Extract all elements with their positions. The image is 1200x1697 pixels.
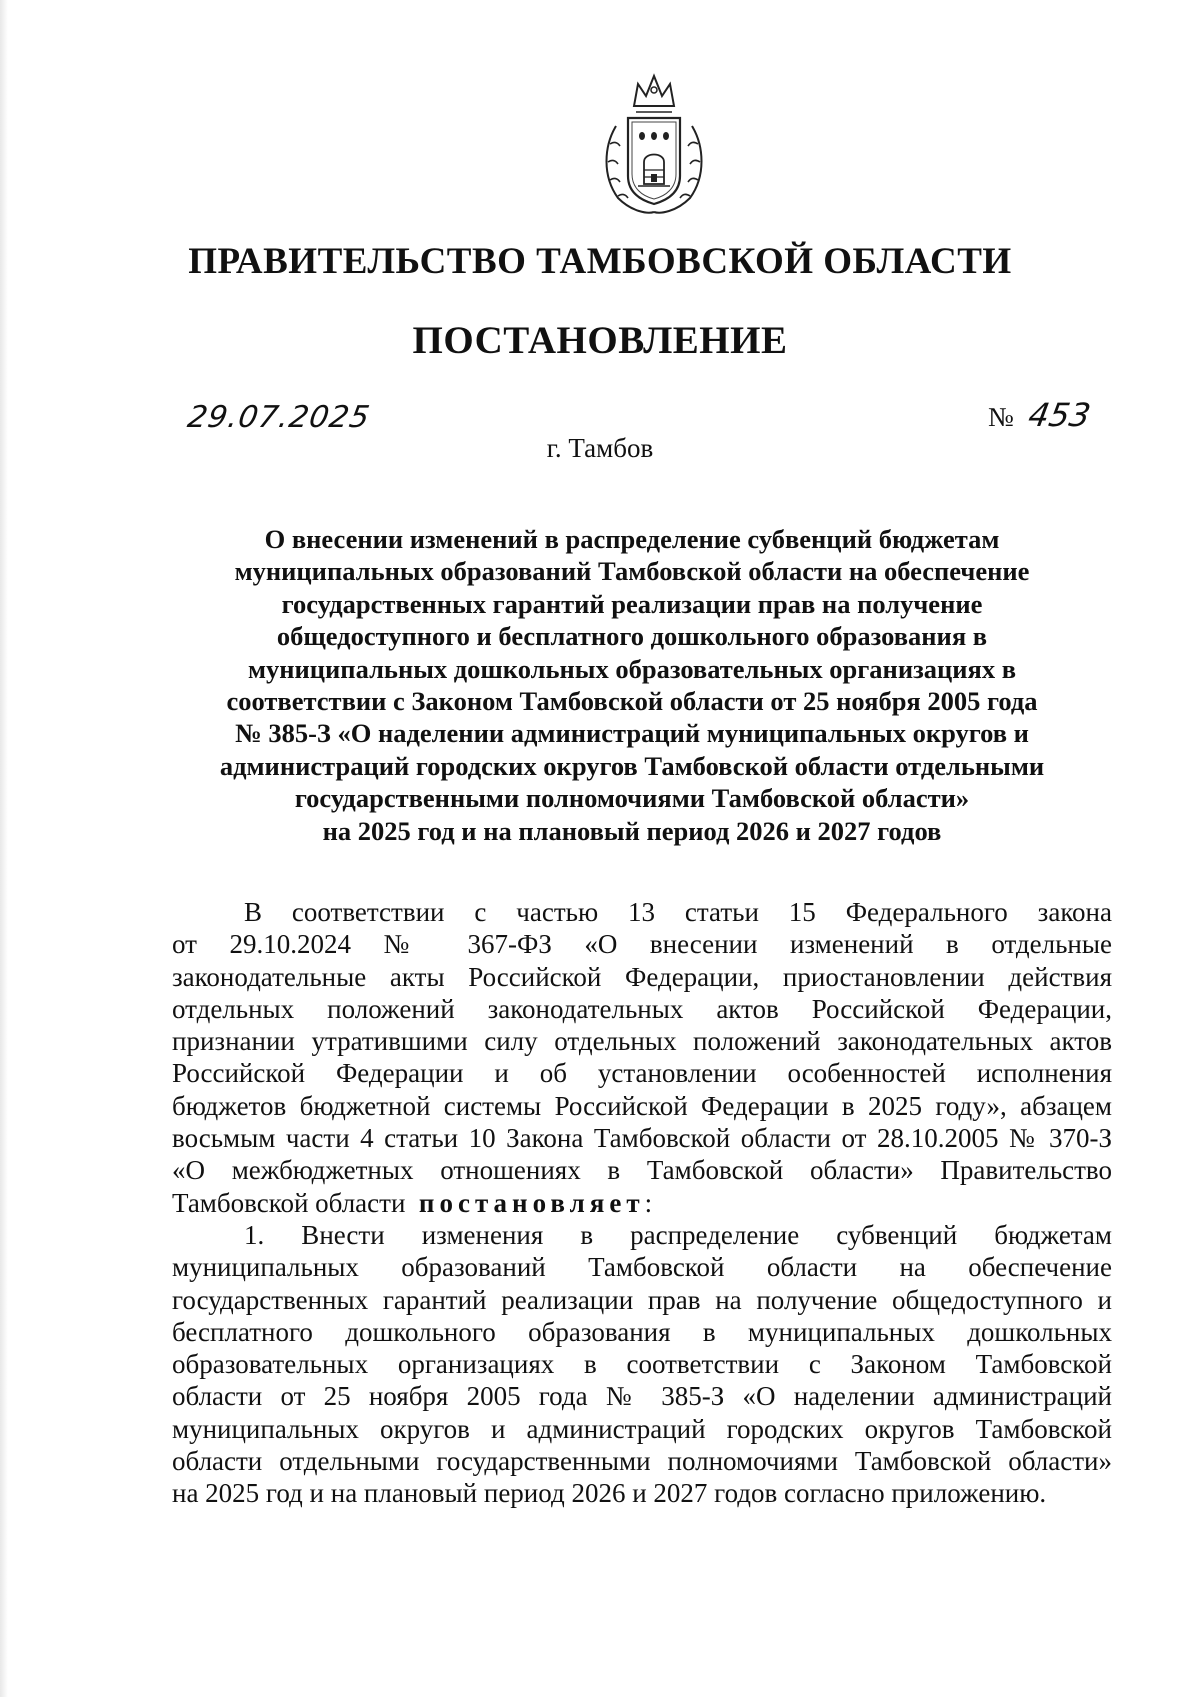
subject-line: муниципальных дошкольных образовательных организациях в (247, 653, 1017, 684)
subject-line: государственных гарантий реализации прав на получение (281, 588, 983, 619)
decree-word: постановляет (418, 1187, 645, 1218)
body-line: законодательные акты Российской Федерации, приостановлении действия (172, 961, 1112, 992)
body-line: Тамбовской области (172, 1187, 406, 1218)
item-line: образовательных организациях в соответствии с Законом Тамбовской (172, 1349, 1112, 1380)
subject-line: соответствии с Законом Тамбовской области от 25 ноября 2005 года (226, 686, 1038, 717)
body-line-decree (172, 1187, 1112, 1219)
item-line: области от 25 ноября 2005 года № 385-З «О наделении администраций (172, 1381, 1112, 1412)
subject-line: О внесении изменений в распределение субвенций бюджетам (264, 524, 1000, 554)
document-city: г. Тамбов (546, 433, 654, 463)
number-value: 453 (1025, 396, 1093, 434)
subject-line: на 2025 год и на плановый период 2026 и 2027 годов (322, 815, 942, 846)
item-line: муниципальных образований Тамбовской области на обеспечение (172, 1252, 1112, 1283)
document-date: 29.07.2025 (184, 400, 373, 435)
document-subject (170, 523, 1094, 847)
document-body (172, 896, 1112, 1510)
body-line: восьмым части 4 статьи 10 Закона Тамбовской области от 28.10.2005 № 370-З (172, 1123, 1112, 1154)
subject-line: государственными полномочиями Тамбовской области» (294, 783, 970, 814)
body-line: от 29.10.2024 № 367-ФЗ «О внесении изменений в отдельные (172, 929, 1112, 960)
body-line: отдельных положений законодательных актов Российской Федерации, (172, 993, 1112, 1024)
decree-colon: : (644, 1187, 653, 1218)
body-line: бюджетов бюджетной системы Российской Федерации в 2025 году», абзацем (172, 1090, 1112, 1121)
body-line: признании утратившими силу отдельных положений законодательных актов (172, 1026, 1112, 1057)
government-title: ПРАВИТЕЛЬСТВО ТАМБОВСКОЙ ОБЛАСТИ (188, 241, 1012, 282)
subject-line: муниципальных образований Тамбовской области на обеспечение (234, 556, 1030, 587)
body-line: «О межбюджетных отношениях в Тамбовской области» Правительство (172, 1155, 1112, 1186)
body-line: В соответствии с частью 13 статьи 15 Федерального закона (244, 897, 1112, 927)
item-line: на 2025 год и на плановый период 2026 и 2027 годов согласно приложению. (172, 1478, 1047, 1509)
body-line: Российской Федерации и об установлении особенностей исполнения (172, 1058, 1112, 1089)
item-line: бесплатного дошкольного образования в муниципальных дошкольных (172, 1316, 1112, 1347)
item-line: государственных гарантий реализации прав на получение общедоступного и (172, 1284, 1112, 1315)
item-line: области отдельными государственными полномочиями Тамбовской области» (172, 1446, 1112, 1477)
tambov-oblast-coat-of-arms-icon (598, 66, 710, 216)
subject-line: № 385-З «О наделении администраций муниципальных округов и (235, 718, 1029, 749)
subject-line: общедоступного и бесплатного дошкольного образования в (276, 621, 988, 652)
item-line: 1. Внести изменения в распределение субвенций бюджетам (244, 1219, 1112, 1250)
document-type-title: ПОСТАНОВЛЕНИЕ (412, 319, 788, 362)
number-sign: № (988, 402, 1014, 432)
item-line: муниципальных округов и администраций городских округов Тамбовской (172, 1413, 1112, 1444)
subject-line: администраций городских округов Тамбовской области отдельными (219, 750, 1045, 781)
